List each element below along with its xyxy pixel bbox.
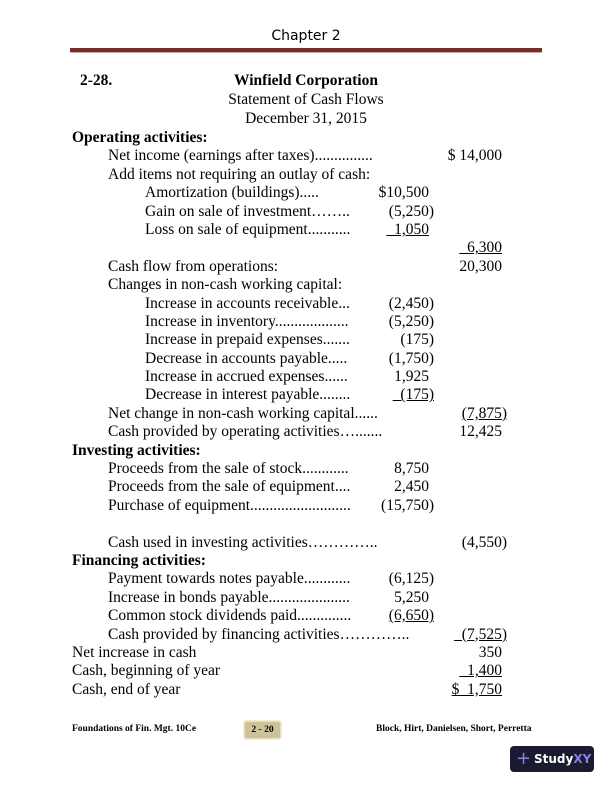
table-row [0,423,612,441]
table-row [0,239,612,257]
table-row [0,258,612,276]
table-row [0,203,612,221]
company-name: Winfield Corporation [234,72,378,89]
row-label: Add items not requiring an outlay of cash: [108,165,371,183]
table-row [0,681,612,699]
table-row [0,662,612,680]
row-label: Decrease in interest payable........ [145,386,351,404]
table-row [0,331,612,349]
row-label: Common stock dividends paid.............. [108,607,352,625]
row-subtotal-value: (6,650) [388,607,434,625]
row-label: Gain on sale of investment…….. [145,202,350,220]
table-row [0,166,612,184]
page-number: 2 - 20 [244,721,281,739]
table-row [0,570,612,588]
section-heading-row [0,552,612,570]
row-subtotal-value: (175) [392,386,434,404]
row-subtotal-value: (2,450) [388,294,434,312]
table-row [0,534,612,552]
row-total-value: 6,300 [459,239,502,257]
footer-authors: Block, Hirt, Danielsen, Short, Perretta [376,724,532,734]
row-total-value: 350 [478,643,502,661]
row-total-value: (7,525) [454,625,507,643]
row-label: Increase in bonds payable..................... [108,588,350,606]
row-subtotal-value: (15,750) [381,496,434,514]
row-total-value: 1,400 [459,662,502,680]
row-total-value: 12,425 [459,423,502,441]
row-subtotal-value: $10,500 [378,184,429,202]
row-total-value: $ 1,750 [451,680,502,698]
table-row [0,626,612,644]
row-subtotal-value: (175) [400,331,434,349]
row-label: Net change in non-cash working capital...... [108,404,378,422]
row-total-value: 20,300 [459,257,502,275]
row-label: Financing activities: [72,551,206,569]
table-row [0,589,612,607]
row-subtotal-value: 2,450 [394,478,429,496]
row-label: Net increase in cash [72,643,197,661]
row-label: Increase in accrued expenses...... [145,368,348,386]
table-row [0,147,612,165]
row-label: Operating activities: [72,129,208,146]
table-row [0,368,612,386]
problem-number: 2-28. [80,72,113,89]
table-row [0,221,612,239]
badge-label: StudyXY [534,752,592,766]
row-label: Cash used in investing activities………….. [108,533,378,551]
table-row [0,313,612,331]
table-row [0,386,612,404]
table-row [0,460,612,478]
cash-flow-table [0,129,612,699]
row-label: Cash provided by financing activities………….. [108,625,410,643]
table-row [0,184,612,202]
table-row [0,405,612,423]
row-subtotal-value: (1,750) [388,349,434,367]
row-label: Cash, end of year [72,680,181,698]
statement-date: December 31, 2015 [245,110,367,127]
row-label: Changes in non-cash working capital: [108,276,343,294]
row-label: Increase in inventory................... [145,312,349,330]
header-rule [70,48,542,53]
studyxy-badge[interactable] [510,746,594,772]
row-label: Loss on sale of equipment........... [145,220,351,238]
row-label: Increase in prepaid expenses....... [145,331,350,349]
row-total-value: (4,550) [461,533,507,551]
row-subtotal-value: (6,125) [388,570,434,588]
row-label: Net income (earnings after taxes)............... [108,147,373,165]
section-heading-row [0,442,612,460]
footer-book-title: Foundations of Fin. Mgt. 10Ce [72,724,197,734]
row-label: Proceeds from the sale of stock............ [108,460,349,478]
row-label: Cash, beginning of year [72,662,221,680]
row-label: Cash flow from operations: [108,257,279,275]
table-row [0,350,612,368]
row-label: Proceeds from the sale of equipment.... [108,478,351,496]
row-subtotal-value: 8,750 [394,460,429,478]
row-subtotal-value: 1,050 [386,220,429,238]
row-subtotal-value: (5,250) [388,312,434,330]
chapter-header: Chapter 2 [271,28,341,44]
row-subtotal-value: 1,925 [394,368,429,386]
table-row [0,644,612,662]
table-row [0,515,612,533]
row-label: Cash provided by operating activities…....... [108,423,383,441]
table-row [0,478,612,496]
row-total-value: (7,875) [461,404,507,422]
row-label: Investing activities: [72,441,201,459]
row-label: Purchase of equipment.......................... [108,496,351,514]
section-heading-row [0,129,612,147]
row-label: Decrease in accounts payable..... [145,349,348,367]
statement-title: Statement of Cash Flows [228,91,384,108]
row-subtotal-value: 5,250 [394,588,429,606]
row-label: Increase in accounts receivable... [145,294,350,312]
row-label: Payment towards notes payable............ [108,570,351,588]
table-row [0,607,612,625]
plus-icon: + [516,748,532,769]
table-row [0,497,612,515]
row-total-value: $ 14,000 [447,147,502,165]
table-row [0,276,612,294]
row-subtotal-value: (5,250) [388,202,434,220]
table-row [0,295,612,313]
row-label: Amortization (buildings)..... [145,184,319,202]
